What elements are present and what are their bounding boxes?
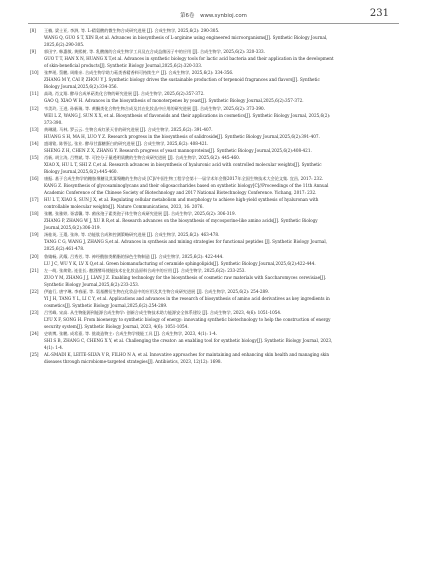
reference-text-line: 张鹏, 张雅婷, 胥睿馨, 等. 菌丝孢子素类孢子体生物合成研究进展 [J]. 合成生物学, 2025,6(2): 306-319. [44, 211, 236, 217]
reference-number: [10] [30, 70, 39, 76]
reference-text-line: ZUO Y M, ZHANG J J, LIAN J Z. Enabling technology for the biosynthesis of cosmetic raw materials with Saccharomyces cerevisiae[J]. [44, 274, 327, 280]
reference-text-line: SHI S B, ZHANG C, CHENG X Y, et al. Challenging the creator: an enabling tool for synthetic biology[J]. Synthetic Biology Journal, 2023, [44, 338, 333, 344]
reference-text-line: 肖新, 胡立涛, 吕赞斌, 等. 可控分子量透明质酸的生物合成研究进展 [J]. 合成生物学, 2025,6(2): 445-460. [44, 154, 241, 160]
reference-text-line: controllable molecular weights[J]. Nature Communications, 2023, 16: 2076. [44, 204, 204, 210]
reference-item [30, 69, 400, 90]
reference-number: [21] [30, 267, 39, 273]
reference-text-line: 鲁婧畅, 武耀, 吕秀芳, 等. 神经酰胺类鞘脂的绿色生物制造 [J]. 合成生物学, 2025,6(2): 422-444. [44, 253, 224, 259]
reference-number: [14] [30, 140, 39, 146]
reference-number: [16] [30, 175, 39, 181]
reference-text-line: WANG Q, GUO S T, XIN B,et al. Advances in biosynthesis of L-arginine using engineered microorganisms[J]. Synthetic Biology Journal, [44, 35, 328, 41]
header-center [0, 11, 427, 19]
reference-text-line: 4(1): 1-4. [44, 345, 64, 351]
reference-text-line: 康振. 基于合成生物学的糖胺聚糖及其寡聚糖的生物合成 [C]//中国生物工程学会第十一届学术年会暨2017年全国生物技术大会论文集. 宜昌, 2017: 232. [44, 175, 324, 181]
reference-text-line: AL-SMADI K, LEITE-SILVA V R, FILHO N A, et al. Innovative approaches for maintaining and enhancing skin health and managing skin [44, 352, 330, 358]
reference-text-line: Academic Conference of the Chinese Society of Biotechnology and 2017 National Biotechnology Conference. Yichang, 2017: 232. [44, 190, 317, 196]
reference-text-line: cosmetics[J]. Synthetic Biology Journal,2025,6(2):254-289. [44, 302, 168, 308]
reference-item [30, 267, 400, 288]
reference-item [30, 154, 400, 175]
reference-number: [12] [30, 105, 39, 111]
reference-text-line: LYU X F, SONG H. From bioenergy to synthetic biology of energy: innovating synthetic biotechnology to help the construction of energy [44, 316, 331, 322]
reference-number: [15] [30, 154, 39, 160]
reference-item [30, 126, 400, 140]
reference-item [30, 309, 400, 330]
reference-item [30, 253, 400, 267]
issue-label: 第6卷 [180, 13, 195, 19]
reference-text-line: 373-390. [44, 119, 63, 125]
reference-text-line: ZHANG P, ZHANG W J, XU R R,et al. Research advances on the biosynthesis of mycosporine-like amino acids[J]. Synthetic Biology [44, 218, 318, 224]
reference-text-line: KANG Z. Biosynthesis of glycosaminoglycans and their oligosaccharides based on synthetic biology[C]//Proceedings of the 11th Annual [44, 183, 329, 189]
reference-number: [13] [30, 126, 39, 132]
reference-item [30, 27, 400, 48]
reference-text-line: 高琦, 肖文翔. 酵母合成单萜类化合物的研究进展 [J]. 合成生物学, 2025,6(2):357-372. [44, 91, 205, 97]
reference-item [30, 105, 400, 126]
reference-text-line: 吕雪峰, 宋高. 从生物能源到能源合成生物学: 创新合成生物技术助力能源安全体系建设 [J]. 合成生物学, 2023, 4(6): 1051-1054. [44, 309, 282, 315]
reference-text-line: 2025,6(2):461-478. [44, 246, 85, 252]
reference-text-line: LU J C, WU Y K, LV X Q,et al. Green biomanufacturing of ceramide sphingolipids[J]. Synthetic Biology Journal,2025,6(2):422-444. [44, 260, 316, 266]
reference-item [30, 175, 400, 196]
reference-number: [20] [30, 253, 39, 259]
reference-text-line: 汤桂英, 王璟, 张炜, 等. 功能肽合成和控测策略研究进展 [J]. 合成生物学, 2025,6(2): 463-478. [44, 232, 220, 238]
reference-item [30, 351, 400, 365]
reference-text-line: 盛翊铭, 陈智弘, 张业. 酵母甘露糖蛋白的研究进展 [J]. 合成生物学, 2025,6(2): 408-421. [44, 140, 209, 146]
reference-text-line: Biology Journal,2025,6(2):334-356. [44, 84, 118, 90]
reference-text-line: HU L T, XIAO S, SUN J X, et al. Regulating cellular metabolism and morphology to achieve high-yield synthesis of hyaluronan with [44, 197, 319, 203]
reference-text-line: SHENG Z H, CHEN Z X, ZHANG Y. Research progress of yeast mannoproteins[J]. Synthetic Biology Journal,2025,6(2):408-421. [44, 147, 312, 153]
reference-text-line: Biology Journal,2025,6(2):445-460. [44, 168, 118, 174]
reference-text-line: 王楠, 梁士亚, 李泗, 等. L-精氨酸的微生物合成研究进展 [J]. 合成生物学, 2025,6(2): 290-305. [44, 28, 220, 33]
reference-number: [22] [30, 288, 39, 294]
reference-text-line: Synthetic Biology Journal,2025,6(2):233-253. [44, 281, 140, 287]
reference-number: [23] [30, 309, 39, 315]
reference-number: [9] [30, 49, 36, 55]
website-link[interactable]: www.synbioj.com [200, 13, 247, 19]
reference-item [30, 196, 400, 210]
reference-item [30, 90, 400, 104]
reference-text-line: 左一萌, 张焕铭, 连佳长. 酿酒酵母使能技术在化妆品原料合成中的应用 [J]. 合成生物学, 2025,6(2): 233-253. [44, 267, 246, 273]
reference-text-line: Journal,2025,6(2):306-319. [44, 225, 101, 231]
reference-text-line: HUANG S H, MA H, LUO Y Z. Research progress in the biosynthesis of salidroside[J]. Synthetic Biology Journal,2025,6(2):391-407. [44, 133, 320, 139]
reference-text-line: security system[J]. Synthetic Biology Journal, 2023, 4(6): 1051-1054. [44, 323, 189, 329]
reference-number: [18] [30, 211, 39, 217]
reference-list [30, 27, 400, 365]
reference-text-line: 伊迪行, 唐宇琳, 李春丽, 等. 氨基酸衍生物在化妆品中的应用及其生物合成研究进展 [J]. 合成生物学, 2025,6(2): 254-289. [44, 288, 270, 294]
reference-text-line: 黄琳涵, 马林, 罗云云. 生物合成红景天苷的研究进展 [J]. 合成生物学, 2025,6(2): 391-407. [44, 126, 213, 132]
reference-number: [25] [30, 352, 39, 358]
reference-item [30, 330, 400, 351]
reference-text-line: ZHANG M Y, CAI P, ZHOU Y J. Synthetic biology drives the sustainable production of terpenoid fragrances and flavors[J]. Synthetic [44, 77, 320, 83]
reference-number: [24] [30, 331, 39, 337]
reference-number: [11] [30, 91, 39, 97]
reference-number: [17] [30, 197, 39, 203]
reference-item [30, 140, 400, 154]
reference-text-line: GUO T T, HAN X N, HUANG X T,et al. Advances in synthetic biology tools for lactic acid bacteria and their application in the development [44, 56, 334, 62]
reference-text-line: 史轶博, 张鹏, 成希嘉, 等. 挑战造物主: 合成生物学使能工具 [J]. 合成生物学, 2023, 4(1): 1-4. [44, 331, 218, 337]
reference-text-line: 韦美玲, 王进, 孙新瑞, 等. 黄酮类化合物生物合成及其在化妆品中应用的研究进展 [J]. 合成生物学, 2025,6(2): 373-390. [44, 105, 265, 111]
reference-item [30, 288, 400, 309]
reference-text-line: 2025,6(2):290-305. [44, 42, 85, 48]
header-divider [28, 23, 399, 24]
reference-item [30, 210, 400, 231]
page-number: 231 [369, 8, 389, 19]
reference-text-line: of skin-beneficial products[J]. Synthetic Biology Journal,2025,6(2):320-333. [44, 63, 203, 69]
reference-text-line: TANG C G, WANG J, ZHANG S,et al. Advances in synthesis and mining strategies for functional peptides [J]. Synthetic Biology Journal, [44, 239, 327, 245]
reference-text-line: GAO Q, XIAO W H. Advances in the biosynthesis of monoterpenes by yeast[J]. Synthetic Biology Journal,2025,6(2):357-372. [44, 98, 304, 104]
reference-item [30, 48, 400, 69]
reference-text-line: YI J H, TANG Y L, LI C Y, et al. Applications and advances in the research of biosynthesis of amino acid derivatives as key ingredients in [44, 295, 330, 301]
reference-number: [19] [30, 232, 39, 238]
reference-number: [8] [30, 28, 36, 33]
reference-text-line: 张梦瑶, 蔡鹏, 周维亲. 合成生物学助力萜类香精香料可持续生产 [J]. 合成生物学, 2025,6(2): 334-356. [44, 70, 234, 76]
reference-text-line: WEI L Z, WANG J, SUN X X, et al. Biosynthesis of flavonoids and their applications in cosmetics[J]. Synthetic Biology Journal, 2025,6(2): [44, 112, 331, 118]
reference-text-line: diseases through microbiome-targeted strategies[J]. Antibiotics, 2023, 12(12): 1698. [44, 359, 222, 365]
reference-text-line: XIAO X, HU L T, SHI Z C,et al. Research advances in biosynthesis of hyaluronic acid with controlled molecular weights[J]. Synthetic [44, 161, 322, 167]
reference-item [30, 231, 400, 252]
reference-text-line: 郭田宇, 韩惠敏, 黄熙树, 等. 乳酸菌的合成生物学工具及在合成益菌因子中的应用 [J]. 合成生物学, 2025,6(2): 320-333. [44, 49, 265, 55]
